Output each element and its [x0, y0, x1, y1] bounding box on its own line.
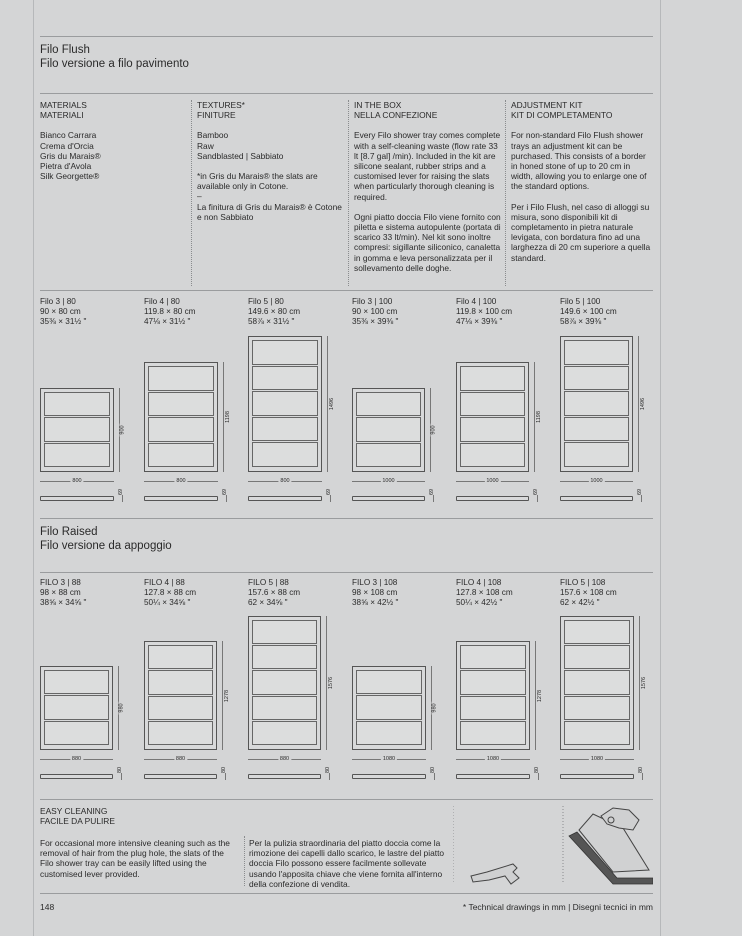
- width-dimension: [248, 756, 321, 762]
- tray-drawing: [40, 666, 113, 750]
- model-label: [248, 578, 300, 608]
- page-number: 148: [40, 902, 55, 912]
- width-dimension: [248, 478, 322, 484]
- model-size-cm: 149.6 × 100 cm: [560, 307, 617, 316]
- material-item: Gris du Marais®: [40, 150, 101, 161]
- model-label: [248, 297, 300, 327]
- height-dimension: [535, 641, 544, 750]
- cleaning-heading-en: EASY CLEANING: [40, 806, 108, 816]
- info-rule: [40, 93, 653, 94]
- lever-illustration: [453, 806, 653, 888]
- tray-slat: [460, 670, 526, 694]
- textures-note-dash: –: [197, 191, 202, 202]
- tray-slat: [252, 620, 317, 644]
- tray-slat: [148, 417, 214, 442]
- width-dimension-label: 1000: [382, 478, 395, 484]
- profile-dimension: [329, 773, 330, 780]
- profile-dimension-label: 80: [221, 766, 227, 773]
- height-dimension-label: 1496: [329, 397, 336, 411]
- width-dimension: [456, 756, 530, 762]
- textures-heading-it: FINITURE: [197, 110, 236, 121]
- height-dimension-label: 1278: [537, 689, 544, 702]
- height-dimension-label: 1198: [535, 411, 542, 423]
- width-dimension: [352, 478, 425, 484]
- tray-slat: [148, 443, 214, 468]
- height-dimension: [431, 666, 438, 750]
- tray-slat: [252, 417, 318, 442]
- model-size-inch: 50¼ × 34⅝ ": [144, 598, 191, 607]
- tray-profile: [248, 496, 322, 501]
- tray-slat: [460, 645, 526, 669]
- cleaning-heading: [40, 806, 240, 826]
- tray-slat: [148, 366, 214, 391]
- height-dimension-label: 1576: [641, 676, 648, 690]
- model-size-inch: 38⅝ × 42½ ": [352, 598, 399, 607]
- height-dimension: [223, 362, 231, 472]
- cleaning-rule: [40, 799, 653, 800]
- tray-slat: [564, 391, 629, 416]
- height-dimension-label: 1496: [640, 397, 647, 411]
- texture-item: Sandblasted | Sabbiato: [197, 150, 284, 161]
- height-dimension-label: 900: [430, 425, 437, 435]
- tray-slat: [252, 721, 317, 745]
- model-size-cm: 157.6 × 88 cm: [248, 588, 301, 597]
- model-size-inch: 38⅝ × 34⅝ ": [40, 598, 87, 607]
- kit-text-it: Per i Filo Flush, nel caso di alloggi su misura, sono disponibili kit di completamento in pietra naturale levigata, con bordatura fino ad una larghezza di 20 cm superiore a quella standard.: [511, 201, 651, 263]
- tray-drawing: [456, 362, 529, 472]
- width-dimension-label: 800: [176, 478, 186, 484]
- materials-heading-it: MATERIALI: [40, 110, 84, 121]
- tray-slat: [148, 721, 213, 745]
- model-size-inch: 35⅜ × 39⅜ ": [352, 317, 399, 326]
- model-size-cm: 90 × 80 cm: [40, 307, 81, 316]
- kit-heading-en: ADJUSTMENT KIT: [511, 100, 583, 110]
- tray-slat: [252, 645, 317, 669]
- tray-slat: [564, 340, 629, 365]
- tray-profile: [352, 496, 425, 501]
- tray-slat: [356, 695, 422, 719]
- model-label: [40, 578, 86, 608]
- model-size-inch: 47⅛ × 31½ ": [144, 317, 191, 326]
- tray-slat: [148, 392, 214, 417]
- tray-slat: [460, 721, 526, 745]
- model-name: FILO 3 | 88: [40, 578, 81, 587]
- column-divider: [191, 100, 192, 286]
- tray-slat: [564, 721, 630, 745]
- tray-profile: [456, 774, 530, 779]
- model-size-cm: 98 × 108 cm: [352, 588, 398, 597]
- profile-dimension-label: 80: [325, 766, 331, 773]
- model-label: [352, 297, 398, 327]
- tray-profile: [456, 496, 529, 501]
- material-item: Crema d'Orcia: [40, 140, 94, 151]
- tray-drawing: [560, 616, 634, 750]
- width-dimension-label: 800: [280, 478, 290, 484]
- tray-slat: [148, 670, 213, 694]
- tray-slat: [44, 392, 110, 416]
- textures-note-it: La finitura di Gris du Marais® è Cotone e non Sabbiato: [197, 201, 342, 222]
- cleaning-heading-it: FACILE DA PULIRE: [40, 816, 115, 827]
- footer-note: * Technical drawings in mm | Disegni tecnici in mm: [462, 902, 653, 912]
- width-dimension-label: 1000: [486, 478, 499, 484]
- flush-models-rule: [40, 290, 653, 291]
- kit-column: [511, 100, 653, 263]
- tray-slat: [148, 645, 213, 669]
- height-dimension: [638, 336, 647, 472]
- box-column: [354, 100, 502, 273]
- kit-heading-it: KIT DI COMPLETAMENTO: [511, 110, 613, 121]
- lever-tool-icon: [471, 864, 519, 884]
- model-name: FILO 4 | 88: [144, 578, 185, 587]
- model-size-cm: 157.6 × 108 cm: [560, 588, 617, 597]
- left-margin-line: [33, 0, 34, 936]
- profile-dimension: [641, 495, 642, 502]
- tray-slat: [148, 696, 213, 720]
- model-name: Filo 5 | 80: [248, 297, 284, 306]
- tray-slat: [564, 417, 629, 442]
- height-dimension-label: 1576: [328, 676, 335, 690]
- tray-profile: [560, 496, 633, 501]
- tray-slat: [356, 417, 421, 441]
- tray-profile: [40, 496, 114, 501]
- profile-dimension: [433, 495, 434, 502]
- model-label: [144, 297, 196, 327]
- tray-slat: [44, 443, 110, 467]
- tray-slat: [252, 442, 318, 467]
- profile-dimension: [226, 495, 227, 502]
- tray-profile: [40, 774, 113, 779]
- tray-slat: [460, 417, 525, 442]
- width-dimension: [456, 478, 529, 484]
- height-dimension-label: 980: [118, 703, 125, 713]
- right-margin-line: [660, 0, 661, 936]
- width-dimension-label: 1080: [382, 756, 396, 762]
- tray-slat: [252, 366, 318, 391]
- cleaning-text-en: For occasional more intensive cleaning such as the removal of hair from the plug hole, the slats of the Filo shower tray can be easily lifted using the customised lever provided.: [40, 838, 230, 879]
- tray-profile: [560, 774, 634, 779]
- model-label: [456, 297, 512, 327]
- width-dimension-label: 1080: [590, 756, 604, 762]
- width-dimension-label: 800: [72, 478, 82, 484]
- tray-drawing: [40, 388, 114, 472]
- column-divider: [348, 100, 349, 286]
- kit-text-en: For non-standard Filo Flush shower trays an adjustment kit can be purchased. This consists of a border in honed stone of up to 20 cm in width, allowing you to enlarge one of the standard options.: [511, 130, 647, 192]
- materials-heading-en: MATERIALS: [40, 100, 87, 110]
- model-size-cm: 119.8 × 80 cm: [144, 307, 196, 316]
- tray-drawing: [560, 336, 633, 472]
- tray-slat: [252, 670, 317, 694]
- profile-dimension: [122, 495, 123, 502]
- width-dimension-label: 1080: [486, 756, 500, 762]
- height-dimension: [534, 362, 542, 472]
- tray-slat: [564, 620, 630, 644]
- tray-profile: [352, 774, 426, 779]
- box-heading-it: NELLA CONFEZIONE: [354, 110, 438, 121]
- tray-profile: [144, 496, 218, 501]
- model-label: [456, 578, 513, 608]
- profile-dimension-label: 69: [533, 488, 539, 495]
- model-label: [144, 578, 196, 608]
- box-text-it: Ogni piatto doccia Filo viene fornito con piletta e sistema autopulente (portata di scarico 33 lt/min). Nel kit sono inoltre compresi: sigillante siliconico, canaletta in gomma e leva personalizzata per il sollevamento delle doghe.: [354, 211, 501, 273]
- width-dimension-label: 880: [175, 756, 186, 762]
- model-size-cm: 119.8 × 100 cm: [456, 307, 513, 316]
- model-name: Filo 4 | 100: [456, 297, 497, 306]
- tray-slat: [356, 443, 421, 467]
- width-dimension-label: 880: [71, 756, 82, 762]
- model-size-inch: 62 × 34⅝ ": [248, 598, 288, 607]
- profile-dimension-label: 69: [326, 488, 332, 495]
- width-dimension: [352, 756, 426, 762]
- tray-drawing: [144, 641, 217, 750]
- flush-title-it: Filo versione a filo pavimento: [40, 58, 189, 70]
- tray-slat: [252, 340, 318, 365]
- box-heading-en: IN THE BOX: [354, 100, 402, 110]
- profile-dimension-label: 80: [430, 766, 436, 773]
- tray-slat: [460, 696, 526, 720]
- model-label: [560, 297, 617, 327]
- model-name: FILO 5 | 88: [248, 578, 289, 587]
- footer-rule: [40, 893, 653, 894]
- profile-dimension: [121, 773, 122, 780]
- material-item: Bianco Carrara: [40, 130, 97, 141]
- profile-dimension: [225, 773, 226, 780]
- profile-dimension: [434, 773, 435, 780]
- profile-dimension-label: 80: [638, 766, 644, 773]
- profile-dimension: [537, 495, 538, 502]
- height-dimension-label: 1278: [224, 689, 231, 702]
- profile-dimension: [330, 495, 331, 502]
- tray-profile: [144, 774, 217, 779]
- height-dimension-label: 980: [431, 703, 438, 713]
- tray-slat: [252, 391, 318, 416]
- raised-rule: [40, 518, 653, 519]
- textures-heading-en: TEXTURES*: [197, 100, 245, 110]
- tray-slat: [460, 392, 525, 417]
- profile-dimension-label: 80: [534, 766, 540, 773]
- textures-note-en: *in Gris du Marais® the slats are available only in Cotone.: [197, 171, 318, 192]
- tray-slat: [44, 670, 109, 694]
- model-size-cm: 127.8 × 108 cm: [456, 588, 513, 597]
- model-size-inch: 58⅞ × 31½ ": [248, 317, 295, 326]
- model-label: [560, 578, 617, 608]
- width-dimension: [40, 756, 113, 762]
- model-size-cm: 149.6 × 80 cm: [248, 307, 301, 316]
- tray-slat: [356, 392, 421, 416]
- width-dimension: [560, 478, 633, 484]
- texture-item: Bamboo: [197, 130, 229, 141]
- profile-dimension: [642, 773, 643, 780]
- profile-dimension: [538, 773, 539, 780]
- tray-slat: [564, 696, 630, 720]
- tray-drawing: [352, 388, 425, 472]
- height-dimension: [327, 336, 336, 472]
- model-size-inch: 47⅛ × 39⅜ ": [456, 317, 503, 326]
- model-label: [352, 578, 398, 608]
- raised-title-it: Filo versione da appoggio: [40, 540, 172, 552]
- raised-models-rule: [40, 572, 653, 573]
- model-name: FILO 3 | 108: [352, 578, 398, 587]
- model-label: [40, 297, 86, 327]
- cleaning-text-it: Per la pulizia straordinaria del piatto doccia come la rimozione dei capelli dallo scarico, le lastre del piatto doccia Filo possono essere facilmente sollevate usando l'apposita chiave che viene fornita all'interno della confezione di vendita.: [249, 838, 445, 889]
- textures-column: [197, 100, 347, 222]
- profile-dimension-label: 69: [429, 488, 435, 495]
- profile-dimension-label: 69: [118, 488, 124, 495]
- model-size-cm: 127.8 × 88 cm: [144, 588, 197, 597]
- tray-slat: [460, 366, 525, 391]
- tray-slat: [564, 442, 629, 467]
- model-size-inch: 50¼ × 42½ ": [456, 598, 503, 607]
- tray-slat: [44, 695, 109, 719]
- model-size-inch: 58⅞ × 39⅜ ": [560, 317, 607, 326]
- tray-slat: [356, 721, 422, 745]
- model-name: Filo 5 | 100: [560, 297, 601, 306]
- tray-slat: [44, 721, 109, 745]
- profile-dimension-label: 69: [222, 488, 228, 495]
- width-dimension: [144, 756, 217, 762]
- tray-profile: [248, 774, 321, 779]
- height-dimension: [430, 388, 437, 472]
- model-name: Filo 3 | 100: [352, 297, 393, 306]
- texture-item: Raw: [197, 140, 214, 151]
- profile-dimension-label: 69: [637, 488, 643, 495]
- tray-drawing: [248, 616, 321, 750]
- model-size-cm: 90 × 100 cm: [352, 307, 398, 316]
- tray-slat: [252, 696, 317, 720]
- material-item: Silk Georgette®: [40, 171, 100, 182]
- top-rule: [40, 36, 653, 37]
- tray-slat: [460, 443, 525, 468]
- width-dimension-label: 1000: [590, 478, 603, 484]
- model-size-inch: 62 × 42½ ": [560, 598, 600, 607]
- model-name: Filo 3 | 80: [40, 297, 76, 306]
- tray-drawing: [352, 666, 426, 750]
- profile-dimension-label: 80: [117, 766, 123, 773]
- model-size-cm: 98 × 88 cm: [40, 588, 81, 597]
- column-divider: [505, 100, 506, 286]
- height-dimension: [118, 666, 125, 750]
- column-divider: [244, 836, 245, 886]
- model-size-inch: 35⅜ × 31½ ": [40, 317, 87, 326]
- flush-title-en: Filo Flush: [40, 44, 90, 56]
- model-name: FILO 4 | 108: [456, 578, 502, 587]
- tray-slat: [356, 670, 422, 694]
- height-dimension: [119, 388, 126, 472]
- height-dimension: [222, 641, 231, 750]
- tray-slat: [564, 645, 630, 669]
- tray-drawing: [248, 336, 322, 472]
- tray-drawing: [144, 362, 218, 472]
- height-dimension: [639, 616, 648, 750]
- tray-slat: [44, 417, 110, 441]
- tray-slat: [564, 366, 629, 391]
- model-name: FILO 5 | 108: [560, 578, 606, 587]
- material-item: Pietra d'Avola: [40, 161, 92, 172]
- tray-drawing: [456, 641, 530, 750]
- box-text-en: Every Filo shower tray comes complete with a self-cleaning waste (flow rate 33 lt [8.7 gal] /min). Included in the kit are silicone sealant, rubber strips and a customised lever for raising the slats when particularly thorough cleaning is required.: [354, 130, 501, 202]
- tray-slat: [564, 670, 630, 694]
- height-dimension-label: 1198: [224, 411, 231, 423]
- materials-column: [40, 100, 190, 181]
- raised-title-en: Filo Raised: [40, 526, 98, 538]
- width-dimension: [560, 756, 634, 762]
- height-dimension: [326, 616, 335, 750]
- width-dimension-label: 880: [279, 756, 290, 762]
- width-dimension: [40, 478, 114, 484]
- height-dimension-label: 900: [119, 425, 126, 435]
- model-name: Filo 4 | 80: [144, 297, 180, 306]
- width-dimension: [144, 478, 218, 484]
